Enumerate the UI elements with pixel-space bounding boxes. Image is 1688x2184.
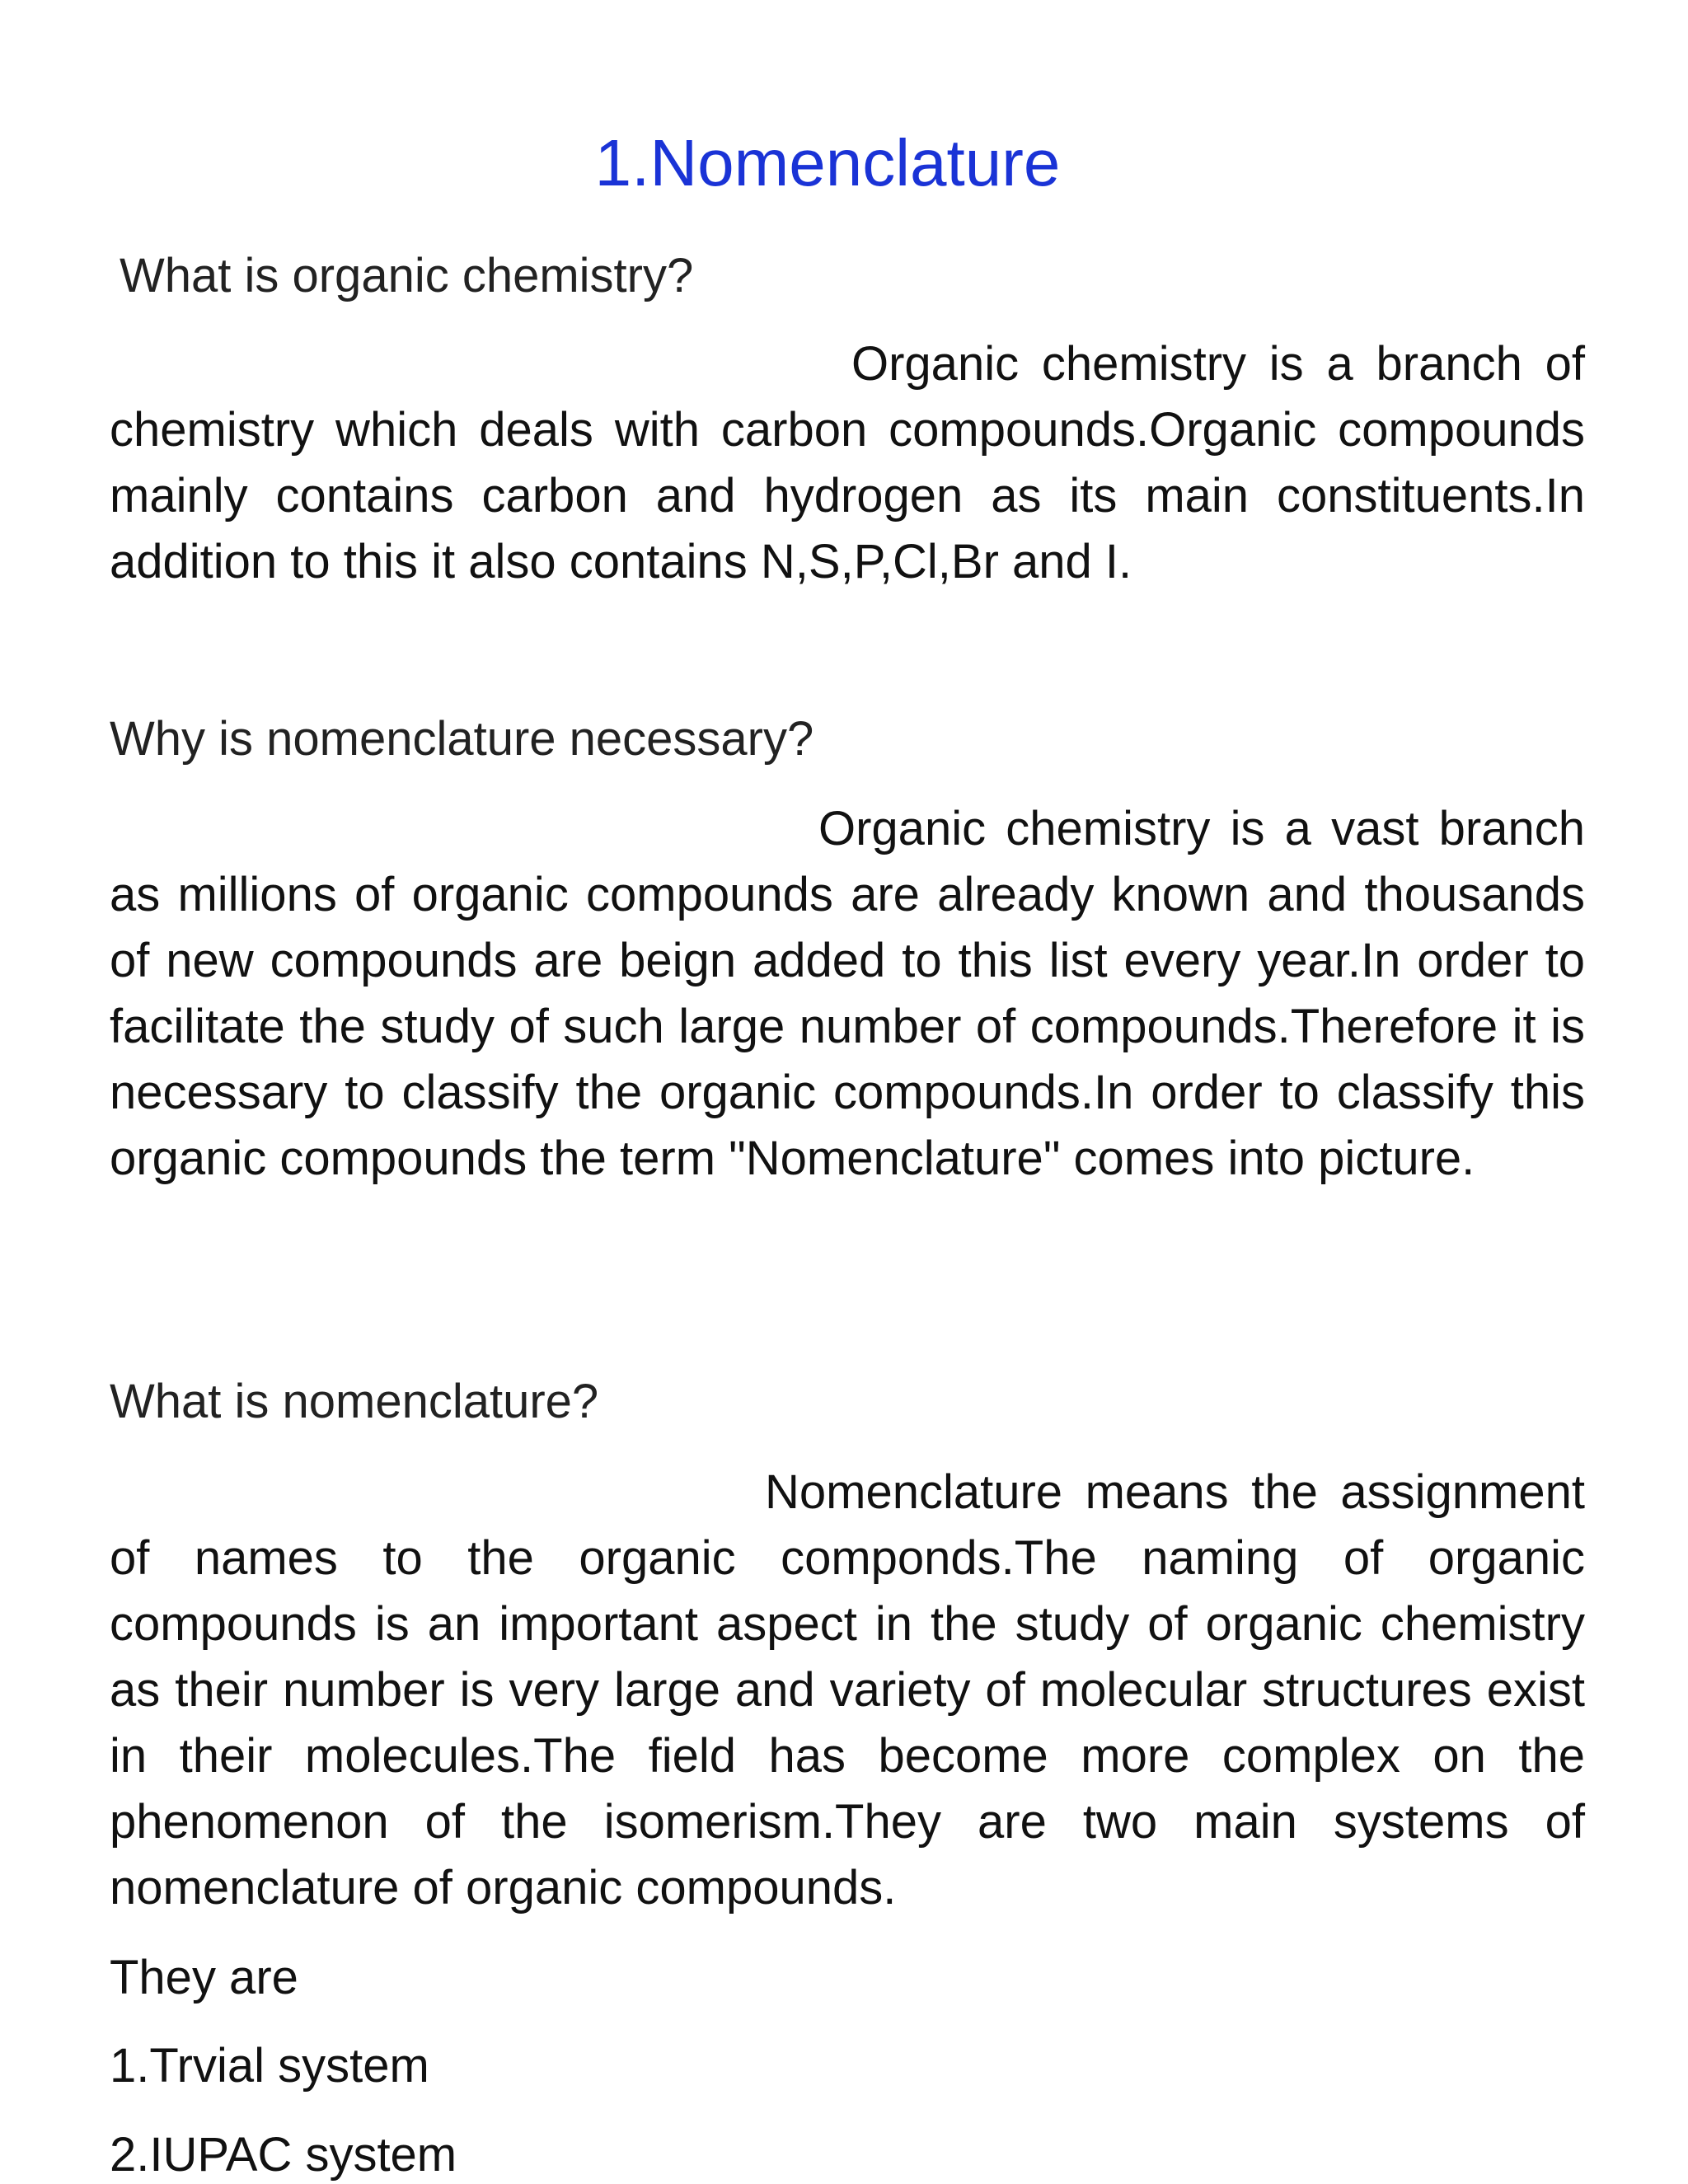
answer-why-nomenclature: [110, 796, 1585, 1192]
answer-organic-chemistry-text: Organic chemistry is a branch of chemistry which deals with carbon compounds.Organic compounds mainly contains carbon and hydrogen as its main constituents.In addition to this it also contains N,S,P,Cl,Br and I.: [110, 337, 1585, 588]
question-why-nomenclature: Why is nomenclature necessary?: [110, 712, 814, 766]
document-title: 1.Nomenclature: [594, 126, 1061, 199]
answer-what-is-nomenclature-text: Nomenclature means the assignment of names to the organic componds.The naming of organic compounds is an important aspect in the study of organic chemistry as their number is very large and variety of molecular structures exist in their molecules.The field has become more complex on the phenomenon of the isomerism.They are two main systems of nomenclature of organic compounds.: [110, 1465, 1585, 1915]
system-item-iupac: 2.IUPAC system: [110, 2128, 457, 2182]
answer-why-nomenclature-text: Organic chemistry is a vast branch as millions of organic compounds are already known and thousands of new compounds are beign added to this list every year.In order to facilitate the study of such large number of compounds.Therefore it is necessary to classify the organic compounds.In order to classify this organic compounds the term "Nomenclature" comes into picture.: [110, 802, 1585, 1185]
answer-what-is-nomenclature: [110, 1460, 1585, 1921]
answer-organic-chemistry: [110, 331, 1585, 595]
they-are-label: They are: [110, 1951, 298, 2004]
system-item-trivial: 1.Trvial system: [110, 2039, 429, 2093]
question-what-is-nomenclature: What is nomenclature?: [110, 1375, 599, 1428]
question-organic-chemistry: What is organic chemistry?: [120, 249, 694, 302]
